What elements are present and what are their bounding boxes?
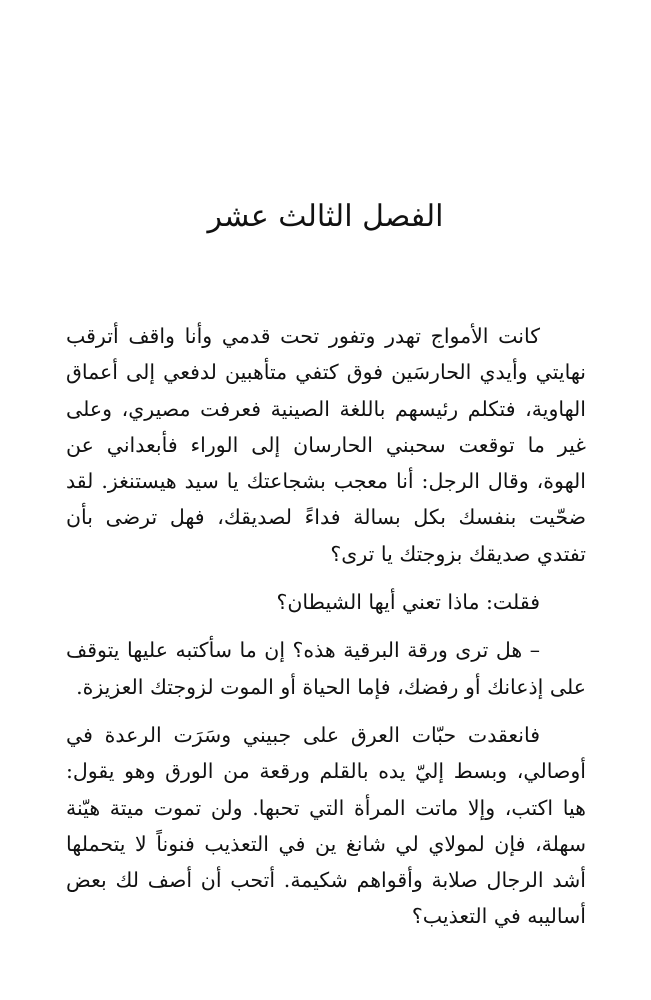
paragraph-4: فانعقدت حبّات العرق على جبيني وسَرَت الرعدة في أوصالي، وبسط إليّ يده بالقلم ورقعة من الورق وهو يقول: هيا اكتب، وإلا ماتت المرأة التي تحبها. ولن تموت ميتة هيّنة سهلة، فإن لمولاي لي شانغ ين في التعذيب فنوناً لا يتحملها أشد الرجال صلابة وأقواهم شكيمة. أتحب أن أصف لك بعض أساليبه في التعذيب؟	[66, 722, 586, 929]
chapter-body	[66, 318, 586, 935]
paragraph-3: – هل ترى ورقة البرقية هذه؟ إن ما سأكتبه عليها يتوقف على إذعانك أو رفضك، فإما الحياة أو الموت لزوجتك العزيزة.	[66, 638, 586, 699]
paragraph-1: كانت الأمواج تهدر وتفور تحت قدمي وأنا واقف أترقب نهايتي وأيدي الحارسَين فوق كتفي متأهبين لدفعي إلى أعماق الهاوية، فتكلم رئيسهم باللغة الصينية فعرفت مصيري، وعلى غير ما توقعت سحبني الحارسان إلى الوراء فأبعداني عن الهوة، وقال الرجل: أنا معجب بشجاعتك يا سيد هيستنغز. لقد ضحّيت بنفسك بكل بسالة فداءً لصديقك، فهل ترضى بأن تفتدي صديقك بزوجتك يا ترى؟	[66, 324, 586, 566]
chapter-title: الفصل الثالث عشر	[207, 199, 444, 234]
paragraph-2: فقلت: ماذا تعني أيها الشيطان؟	[276, 590, 540, 615]
